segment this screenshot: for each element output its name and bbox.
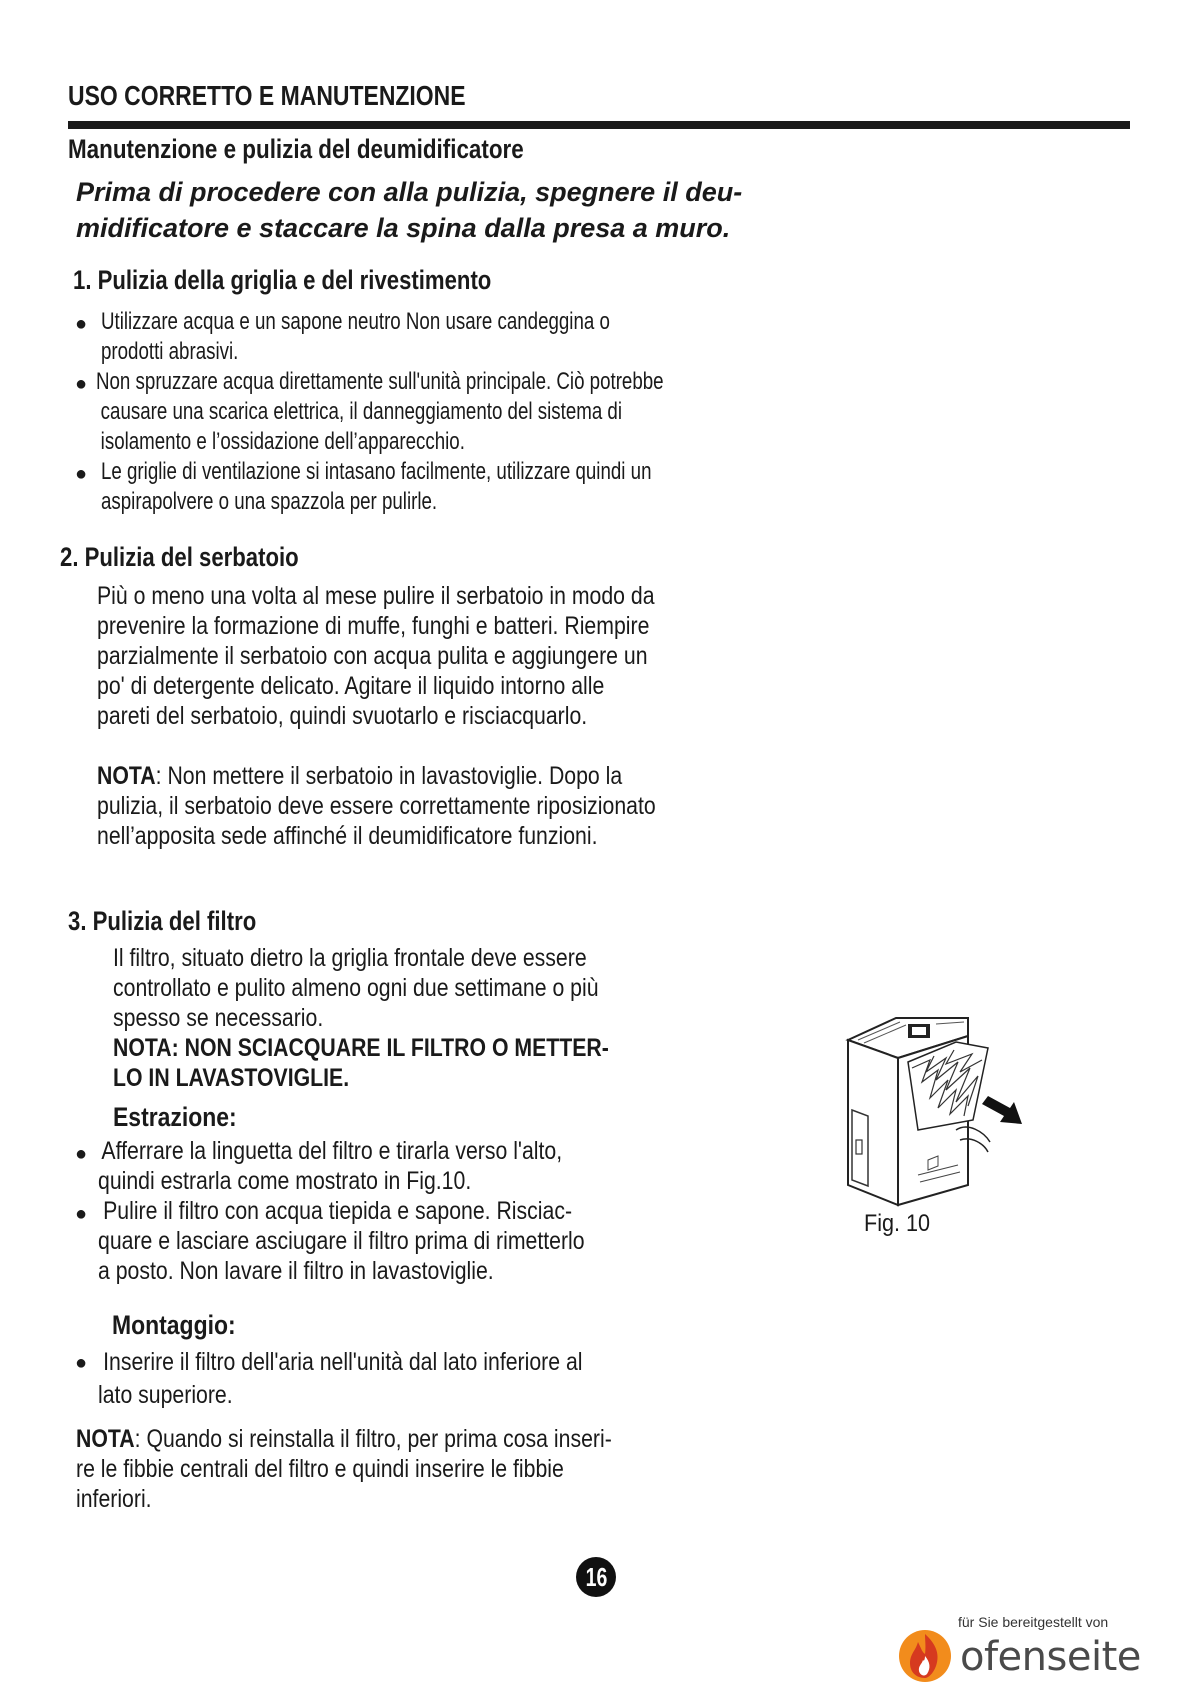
bullet-icon: ●: [75, 313, 88, 335]
flame-logo-icon: [896, 1628, 954, 1684]
figure-caption: Fig. 10: [864, 1210, 931, 1237]
warning-line: midificatore e staccare la spina dalla presa a muro.: [76, 213, 731, 243]
page-title: USO CORRETTO E MANUTENZIONE: [68, 80, 466, 111]
section-3-title: 3. Pulizia del filtro: [68, 906, 257, 936]
bullet-icon: ●: [75, 1143, 88, 1165]
extraction-bullet: Pulire il filtro con acqua tiepida e sapone. Risciac- quare e lasciare asciugare il filtro prima di rimetterlo a posto. Non lavare il filtro in lavastoviglie.: [98, 1197, 585, 1285]
section-1-bullet: Non spruzzare acqua direttamente sull'unità principale. Ciò potrebbe causare una scarica elettrica, il danneggiamento del sistema di isolamento e l’ossidazione dell’apparecchio.: [96, 368, 664, 455]
bullet-icon: ●: [75, 1352, 88, 1374]
assembly-title: Montaggio:: [112, 1310, 236, 1340]
section-1-bullet: Le griglie di ventilazione si intasano facilmente, utilizzare quindi un aspirapolvere o una spazzola per pulirle.: [101, 458, 652, 515]
page-number: 16: [576, 1557, 616, 1597]
section-1-title: 1. Pulizia della griglia e del rivestimento: [73, 265, 492, 295]
bullet-icon: ●: [75, 373, 88, 395]
section-2-title: 2. Pulizia del serbatoio: [60, 542, 299, 572]
section-3-paragraph: Il filtro, situato dietro la griglia frontale deve essere controllato e pulito almeno ogni due settimane o più spesso se necessario. NOTA: NON SCIACQUARE IL FILTRO O METTER- LO IN LAVASTOVIGLIE.: [113, 944, 609, 1092]
extraction-bullet: Afferrare la linguetta del filtro e tirarla verso l'alto, quindi estrarla come mostrato in Fig.10.: [98, 1137, 563, 1195]
warning-line: Prima di procedere con alla pulizia, spegnere il deu-: [76, 177, 743, 207]
brand-logo-text: ofenseite: [960, 1634, 1141, 1680]
bullet-icon: ●: [75, 463, 88, 485]
title-rule: [68, 121, 1130, 129]
safety-warning: [76, 174, 742, 246]
section-3-note: NOTA: Quando si reinstalla il filtro, per prima cosa inseri- re le fibbie centrali del filtro e quindi inserire le fibbie inferiori.: [76, 1425, 612, 1513]
bullet-icon: ●: [75, 1203, 88, 1225]
section-subtitle: Manutenzione e pulizia del deumidificatore: [68, 134, 524, 164]
dehumidifier-illustration: [838, 1010, 1028, 1210]
section-1-bullet: Utilizzare acqua e un sapone neutro Non usare candeggina o prodotti abrasivi.: [101, 308, 610, 365]
section-2-paragraph: Più o meno una volta al mese pulire il serbatoio in modo da prevenire la formazione di muffe, funghi e batteri. Riempire parzialmente il serbatoio con acqua pulita e aggiungere un po' di detergente delicato. Agitare il liquido intorno alle pareti del serbatoio, quindi svuotarlo e risciacquarlo.: [97, 582, 655, 730]
extraction-title: Estrazione:: [113, 1102, 237, 1132]
section-2-note: NOTA: Non mettere il serbatoio in lavastoviglie. Dopo la pulizia, il serbatoio deve essere correttamente riposizionato nell’apposita sede affinché il deumidificatore funzioni.: [97, 762, 656, 850]
provided-by-text: für Sie bereitgestellt von: [958, 1614, 1109, 1630]
assembly-bullet: Inserire il filtro dell'aria nell'unità dal lato inferiore al lato superiore.: [98, 1348, 583, 1409]
